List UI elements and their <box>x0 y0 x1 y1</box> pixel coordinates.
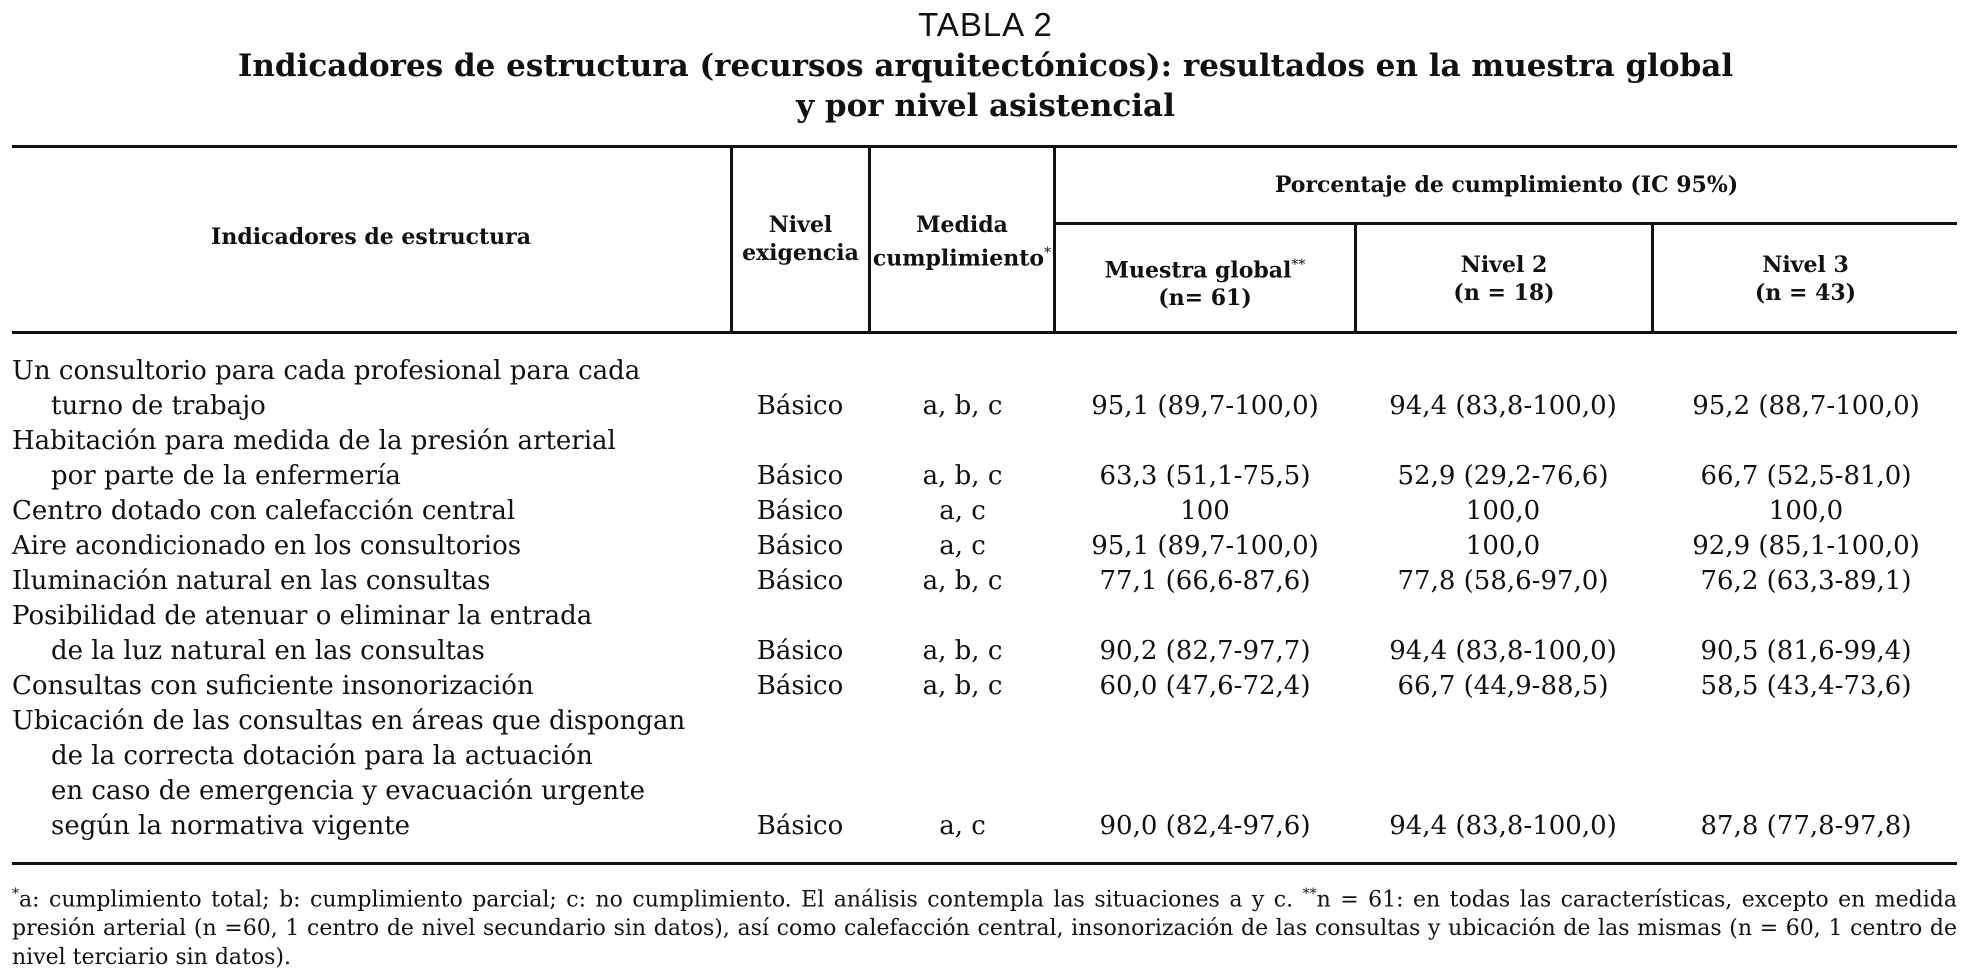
global-value-cell: 95,1 (89,7-100,0) <box>1091 531 1319 561</box>
indicator-line: Aire acondicionado en los consultorios <box>12 531 522 561</box>
indicator-line: turno de trabajo <box>51 391 266 421</box>
header-medida-cumplimiento: Medida cumplimiento* <box>872 212 1052 272</box>
indicator-line: por parte de la enfermería <box>51 461 401 491</box>
medida-cell: a, c <box>939 531 986 561</box>
medida-cell: a, c <box>939 496 986 526</box>
nivel3-value-cell: 76,2 (63,3-89,1) <box>1700 566 1912 596</box>
global-value-cell: 100 <box>1180 496 1230 526</box>
nivel2-value-cell: 94,4 (83,8-100,0) <box>1389 636 1617 666</box>
header-muestra-global: Muestra global** (n= 61) <box>1104 257 1306 312</box>
table-title-line2: y por nivel asistencial <box>796 88 1175 124</box>
nivel2-value-cell: 52,9 (29,2-76,6) <box>1397 461 1609 491</box>
nivel2-value-cell: 94,4 (83,8-100,0) <box>1389 811 1617 841</box>
indicator-cell <box>12 704 732 844</box>
table-label: TABLA 2 <box>918 6 1053 43</box>
medida-cell: a, b, c <box>922 636 1003 666</box>
indicator-cell <box>12 564 732 599</box>
header-nivel-2: Nivel 2 (n = 18) <box>1453 252 1555 306</box>
medida-cell: a, b, c <box>922 391 1003 421</box>
nivel-cell: Básico <box>756 496 844 526</box>
table-title <box>0 46 1971 126</box>
indicator-line: Centro dotado con calefacción central <box>12 496 516 526</box>
porcentaje-rule <box>1055 222 1957 225</box>
header-indicadores: Indicadores de estructura <box>211 224 531 250</box>
indicator-cell <box>12 529 732 564</box>
nivel2-value-cell: 66,7 (44,9-88,5) <box>1397 671 1609 701</box>
global-value-cell: 90,0 (82,4-97,6) <box>1099 811 1311 841</box>
indicator-cell <box>12 424 732 494</box>
nivel3-value-cell: 66,7 (52,5-81,0) <box>1700 461 1912 491</box>
indicator-line: Iluminación natural en las consultas <box>12 566 491 596</box>
header-bottom-rule <box>12 331 1957 334</box>
indicator-line: Habitación para medida de la presión arterial <box>12 426 616 456</box>
nivel-cell: Básico <box>756 461 844 491</box>
nivel-cell: Básico <box>756 531 844 561</box>
indicator-line: Posibilidad de atenuar o eliminar la entrada <box>12 601 593 631</box>
medida-cell: a, c <box>939 811 986 841</box>
global-value-cell: 95,1 (89,7-100,0) <box>1091 391 1319 421</box>
indicator-cell <box>12 669 732 704</box>
nivel3-value-cell: 95,2 (88,7-100,0) <box>1692 391 1920 421</box>
medida-cell: a, b, c <box>922 461 1003 491</box>
global-value-cell: 63,3 (51,1-75,5) <box>1099 461 1311 491</box>
nivel3-value-cell: 58,5 (43,4-73,6) <box>1700 671 1912 701</box>
header-nivel-3: Nivel 3 (n = 43) <box>1754 252 1857 306</box>
nivel3-value-cell: 100,0 <box>1768 496 1844 526</box>
global-value-cell: 90,2 (82,7-97,7) <box>1099 636 1311 666</box>
table-footnote: *a: cumplimiento total; b: cumplimiento parcial; c: no cumplimiento. El análisis contempla las situaciones a y c. **n = 61: en todas las características, excepto en medida presión arterial (n =60, 1 centro de nivel secundario sin datos), así como calefacción central, insonorización de las consultas y ubicación de las mismas (n = 60, 1 centro de nivel terciario sin datos). <box>12 886 1957 971</box>
indicator-line: Consultas con suficiente insonorización <box>12 671 534 701</box>
nivel2-value-cell: 77,8 (58,6-97,0) <box>1397 566 1609 596</box>
indicator-cell <box>12 599 732 669</box>
nivel2-value-cell: 100,0 <box>1465 496 1541 526</box>
indicator-cell <box>12 494 732 529</box>
global-value-cell: 77,1 (66,6-87,6) <box>1099 566 1311 596</box>
indicator-cell <box>12 354 732 424</box>
nivel3-value-cell: 92,9 (85,1-100,0) <box>1692 531 1920 561</box>
indicator-line: de la luz natural en las consultas <box>51 636 485 666</box>
table-title-line1: Indicadores de estructura (recursos arquitectónicos): resultados en la muestra global <box>237 48 1734 84</box>
top-rule <box>12 145 1957 148</box>
nivel-cell: Básico <box>756 636 844 666</box>
indicator-line: Un consultorio para cada profesional para cada <box>12 356 641 386</box>
indicator-line: Ubicación de las consultas en áreas que dispongan <box>12 706 686 736</box>
header-nivel-exigencia: Nivel exigencia <box>742 212 859 266</box>
indicator-line: en caso de emergencia y evacuación urgente <box>51 776 645 806</box>
medida-cell: a, b, c <box>922 566 1003 596</box>
nivel2-value-cell: 94,4 (83,8-100,0) <box>1389 391 1617 421</box>
nivel-cell: Básico <box>756 811 844 841</box>
bottom-rule <box>12 862 1957 865</box>
nivel2-value-cell: 100,0 <box>1465 531 1541 561</box>
indicator-line: de la correcta dotación para la actuación <box>51 741 593 771</box>
nivel-cell: Básico <box>756 566 844 596</box>
indicator-line: según la normativa vigente <box>51 811 411 841</box>
header-porcentaje: Porcentaje de cumplimiento (IC 95%) <box>1274 172 1739 198</box>
nivel-cell: Básico <box>756 671 844 701</box>
nivel-cell: Básico <box>756 391 844 421</box>
nivel3-value-cell: 90,5 (81,6-99,4) <box>1700 636 1912 666</box>
global-value-cell: 60,0 (47,6-72,4) <box>1099 671 1311 701</box>
medida-cell: a, b, c <box>922 671 1003 701</box>
nivel3-value-cell: 87,8 (77,8-97,8) <box>1700 811 1912 841</box>
